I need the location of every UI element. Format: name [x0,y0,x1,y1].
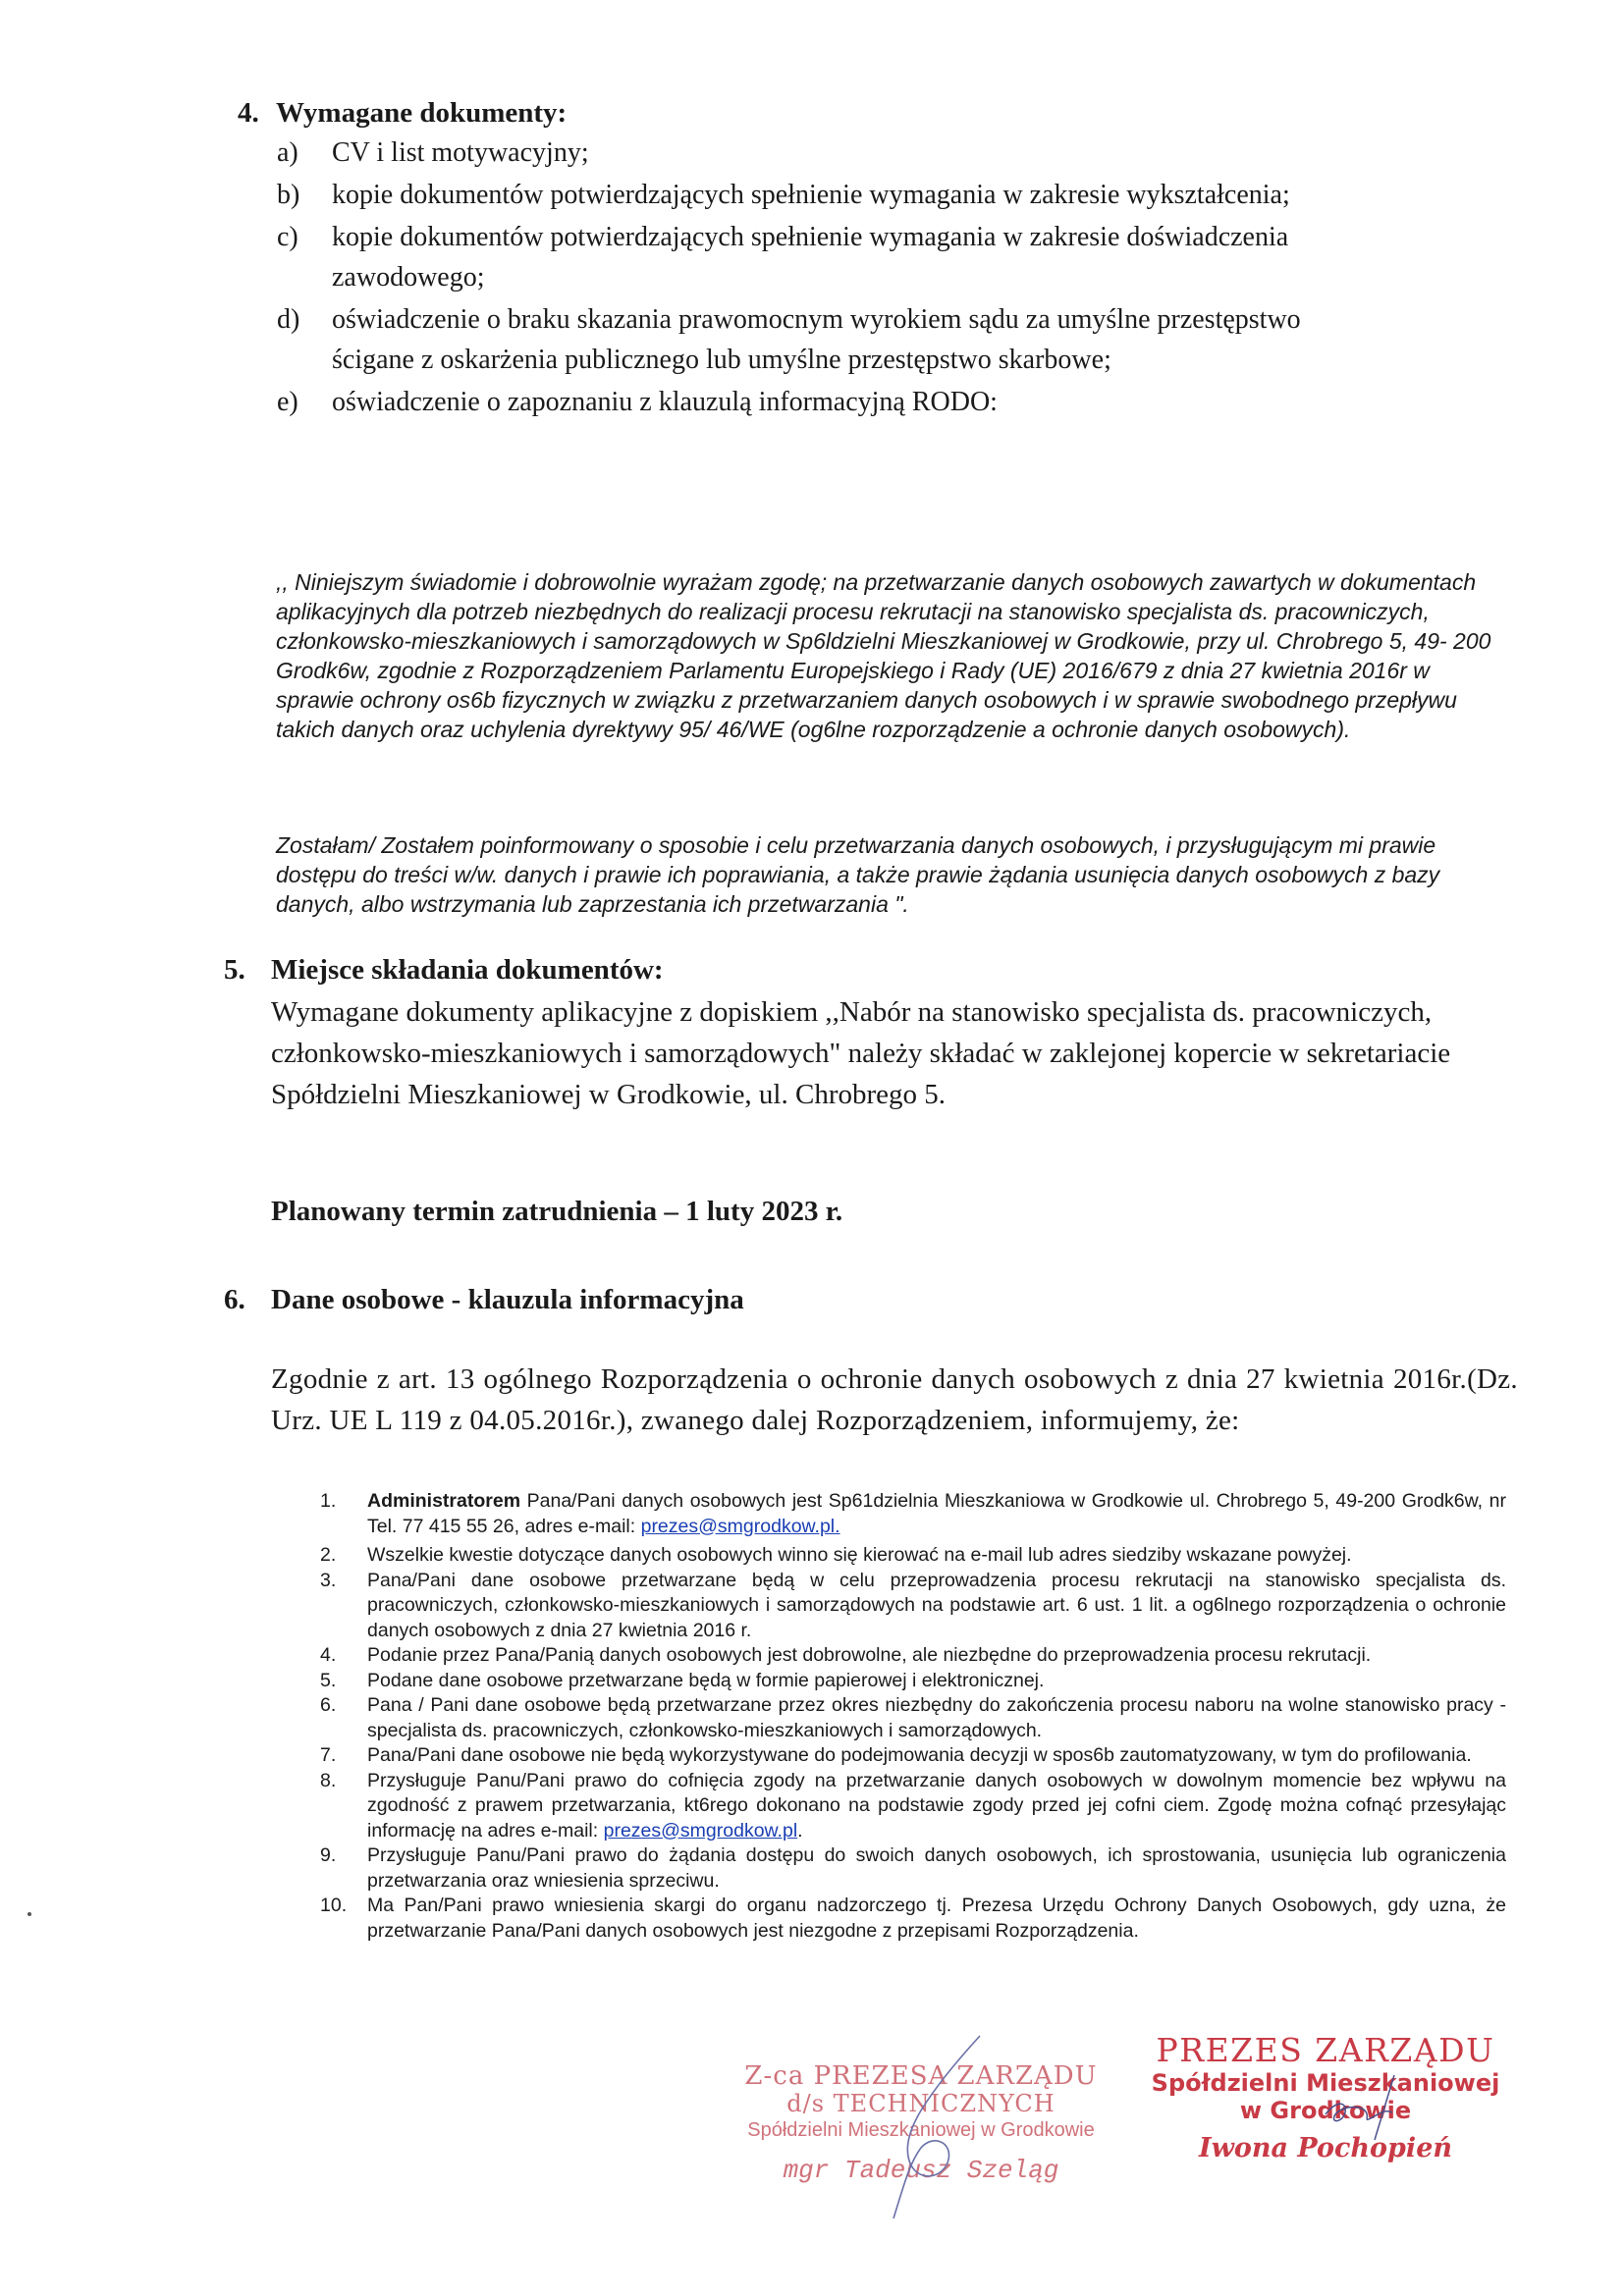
consent-paragraph: ,, Niniejszym świadomie i dobrowolnie wyrażam zgodę; na przetwarzanie danych osobowych zawartych w dokumentach aplikacyjnych dla potrzeb niezbędnych do realizacji procesu rekrutacji na stanowisko specjalista ds. pracowniczych, członkowsko-mieszkaniowych i samorządowych w Sp6ldzielni Mieszkaniowej w Grodkowie, przy ul. Chrobrego 5, 49- 200 Grodk6w, zgodnie z Rozporządzeniem Parlamentu Europejskiego i Rady (UE) 2016/679 z dnia 27 kwietnia 2016r w sprawie ochrony os6b fizycznych w związku z przetwarzaniem danych osobowych i w sprawie swobodnego przepływu takich danych oraz uchylenia dyrektywy 95/ 46/WE (og6lne rozporządzenie a ochronie danych osobowych). [276,569,1491,742]
list-item-letter: d) [277,304,300,335]
email-link[interactable]: prezes@smgrodkow.pl [603,1819,798,1842]
list-item [277,217,1357,297]
list-item-text: Podanie przez Pana/Panią danych osobowych jest dobrowolne, ale niezbędne do przeprowadzenia procesu rekrutacji. [367,1644,1372,1666]
list-item-number: 7. [320,1744,337,1766]
section-6-title: Dane osobowe - klauzula informacyjna [271,1284,744,1315]
list-item-text: Ma Pan/Pani prawo wniesienia skargi do organu nadzorczego tj. Prezesa Urzędu Ochrony Danych Osobowych, gdy uzna, że przetwarzanie Pana/Pani danych osobowych jest niezgodne z przepisami Rozporządzenia. [367,1895,1506,1942]
list-item [320,1643,1506,1669]
list-item [320,1769,1506,1844]
list-item-text: Wszelkie kwestie dotyczące danych osobowych winno się kierować na e-mail lub adres siedziby wskazane powyżej. [367,1544,1352,1566]
list-item-text: kopie dokumentów potwierdzających spełnienie wymagania w zakresie wykształcenia; [332,180,1290,210]
list-item-letter: e) [277,387,298,417]
informed-paragraph: Zostałam/ Zostałem poinformowany o sposobie i celu przetwarzania danych osobowych, i przysługującym mi prawie dostępu do treści w/w. danych i prawie ich poprawiania, a także prawie żądania usunięcia danych osobowych z bazy danych, albo wstrzymania lub zaprzestania ich przetwarzania ". [276,832,1440,917]
planned-employment-date: Planowany termin zatrudnienia – 1 luty 2023 r. [271,1196,843,1227]
list-item-text: oświadczenie o braku skazania prawomocnym wyrokiem sądu za umyślne przestępstwo ścigane z oskarżenia publicznego lub umyślne przestępstwo skarbowe; [332,304,1301,375]
list-item [320,1743,1506,1769]
section-4-number: 4. [238,97,259,129]
section-6-number: 6. [224,1284,245,1315]
section-4-title: Wymagane dokumenty: [276,97,568,129]
list-item-number: 3. [320,1569,337,1591]
stamp-name: mgr Tadeusz Szeląg [783,2156,1059,2185]
signature-right-icon [1306,2071,1424,2150]
list-item [277,175,1357,215]
list-item-text: kopie dokumentów potwierdzających spełnienie wymagania w zakresie doświadczenia zawodowego; [332,222,1289,293]
list-item [277,299,1357,380]
list-item [277,382,1357,422]
stamp-line: Spółdzielni Mieszkaniowej [1151,2069,1500,2097]
list-item-number: 8. [320,1769,337,1791]
list-item [320,1543,1506,1569]
list-item-text: Pana / Pani dane osobowe będą przetwarzane przez okres niezbędny do zakończenia procesu naboru na wolne stanowisko pracy - specjalista ds. pracowniczych, członkowsko-mieszkaniowych i samorządowych. [367,1694,1506,1741]
section-5-title: Miejsce składania dokumentów: [271,954,664,986]
list-item-text: Przysługuje Panu/Pani prawo do cofnięcia zgody na przetwarzanie danych osobowych w dowolnym momencie bez wpływu na zgodność z prawem przetwarzania, kt6rego dokonano na podstawie zgody przed jej cofni ciem. Zgodę można cofnąć przesyłając informację na adres e-mail: [367,1769,1506,1842]
section-5-heading [224,952,664,988]
section-4-heading [238,95,567,131]
list-item [320,1569,1506,1644]
list-item-number: 4. [320,1644,337,1666]
stamp-line: Z-ca PREZESA ZARZĄDU [744,2061,1098,2091]
stamp-name: Iwona Pochopień [1198,2133,1453,2163]
list-item [277,133,1357,173]
margin-dot [27,1912,31,1916]
list-item-text: oświadczenie o zapoznaniu z klauzulą informacyjną RODO: [332,387,998,417]
list-item [320,1843,1506,1894]
list-item-number: 9. [320,1844,337,1866]
list-item [320,1669,1506,1694]
list-item-text: Przysługuje Panu/Pani prawo do żądania dostępu do swoich danych osobowych, ich sprostowania, usunięcia lub ograniczenia przetwarzania oraz wniesienia sprzeciwu. [367,1844,1506,1892]
list-item-number: 10. [320,1895,348,1916]
section-5-number: 5. [224,954,245,986]
section-6-heading [224,1282,744,1317]
list-item-number: 1. [320,1490,337,1512]
list-item-letter: a) [277,137,298,168]
signature-left-icon [864,2030,1001,2226]
email-link[interactable]: prezes@smgrodkow.pl. [640,1515,840,1537]
list-item-number: 5. [320,1669,337,1691]
list-item [320,1693,1506,1743]
list-item-bold: Administratorem [367,1490,521,1512]
section-5-text: Wymagane dokumenty aplikacyjne z dopiskiem ,,Nabór na stanowisko specjalista ds. pracowniczych, członkowsko-mieszkaniowych i samorządowych" należy składać w zaklejonej kopercie w sekretariacie Spółdzielni Mieszkaniowej w Grodkowie, ul. Chrobrego 5. [271,996,1451,1110]
stamp-line: d/s TECHNICZNYCH [786,2090,1056,2117]
list-item-number: 2. [320,1544,337,1566]
required-documents-list [277,133,1357,424]
list-item-text: Pana/Pani dane osobowe przetwarzane będą w celu przeprowadzenia procesu rekrutacji na stanowisko specjalista ds. pracowniczych, członkowsko-mieszkaniowych i samorządowych na podstawie art. 6 ust. 1 lit. a og6lnego rozporządzenia o ochronie danych osobowych z dnia 27 kwietnia 2016 r. [367,1569,1506,1641]
information-clause-list [320,1489,1506,1944]
list-item-text: Pana/Pani danych osobowych jest Sp61dzielnia Mieszkaniowa w Grodkowie ul. Chrobrego 5, 49-200 Grodk6w, nr Tel. 77 415 55 26, adres e-mail: [367,1490,1506,1537]
stamp-line: w Grodkowie [1239,2097,1412,2124]
stamp-line: Spółdzielni Mieszkaniowej w Grodkowie [747,2119,1095,2141]
list-item-text: Pana/Pani dane osobowe nie będą wykorzystywane do podejmowania decyzji w spos6b zautomatyzowany, w tym do profilowania. [367,1744,1472,1766]
list-item [320,1894,1506,1944]
list-item-number: 6. [320,1694,337,1716]
list-item-letter: c) [277,222,298,252]
stamp-line: PREZES ZARZĄDU [1156,2031,1495,2069]
list-item-text: CV i list motywacyjny; [332,137,589,168]
list-item-text: Podane dane osobowe przetwarzane będą w formie papierowej i elektronicznej. [367,1669,1045,1691]
list-item-letter: b) [277,180,300,210]
section-6-intro: Zgodnie z art. 13 ogólnego Rozporządzenia o ochronie danych osobowych z dnia 27 kwietnia 2016r.(Dz. Urz. UE L 119 z 04.05.2016r.), zwanego dalej Rozporządzeniem, informujemy, że: [271,1363,1518,1436]
list-item-text: . [797,1819,803,1842]
list-item [320,1489,1506,1539]
